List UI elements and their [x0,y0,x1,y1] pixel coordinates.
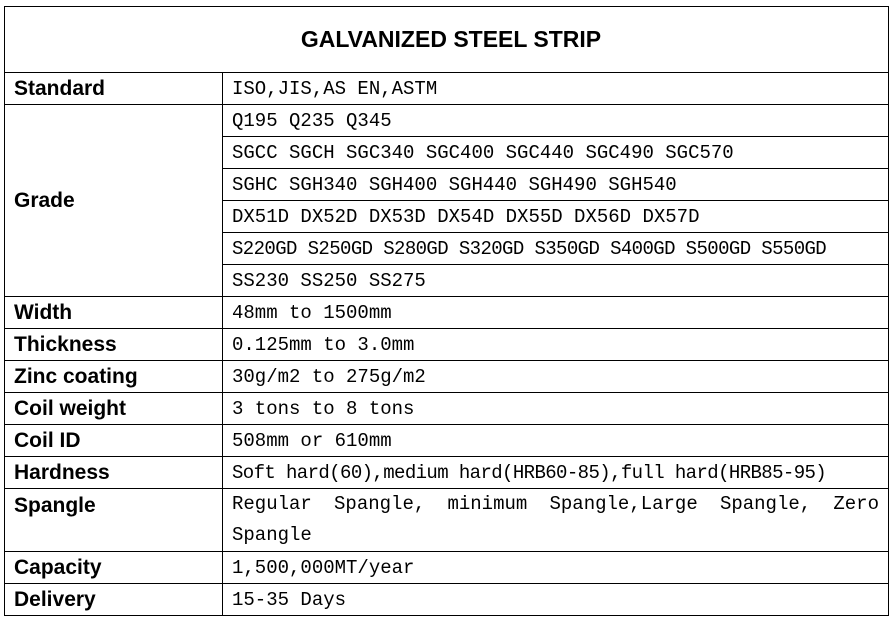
grade-value: S220GD S250GD S280GD S320GD S350GD S400GD S500GD S550GD [223,233,889,265]
grade-value: SS230 SS250 SS275 [223,265,889,297]
row-label-spangle: Spangle [5,489,223,552]
row-value-hardness: Soft hard(60),medium hard(HRB60-85),full hard(HRB85-95) [223,457,889,489]
table-row [5,489,889,552]
title-row [5,7,889,73]
row-value-coil-id: 508mm or 610mm [223,425,889,457]
table-row [5,361,889,393]
table-row [5,552,889,584]
row-label-grade: Grade [5,105,223,297]
row-label-thickness: Thickness [5,329,223,361]
row-value-width: 48mm to 1500mm [223,297,889,329]
spec-table [4,6,889,616]
grade-value: SGHC SGH340 SGH400 SGH440 SGH490 SGH540 [223,169,889,201]
row-label-coil-weight: Coil weight [5,393,223,425]
row-value-standard: ISO,JIS,AS EN,ASTM [223,73,889,105]
table-row [5,393,889,425]
row-value-capacity: 1,500,000MT/year [223,552,889,584]
row-label-coil-id: Coil ID [5,425,223,457]
row-value-coil-weight: 3 tons to 8 tons [223,393,889,425]
table-row [5,425,889,457]
table-row [5,297,889,329]
row-label-delivery: Delivery [5,584,223,616]
row-label-capacity: Capacity [5,552,223,584]
row-value-thickness: 0.125mm to 3.0mm [223,329,889,361]
row-value-zinc-coating: 30g/m2 to 275g/m2 [223,361,889,393]
table-row [5,457,889,489]
table-title: GALVANIZED STEEL STRIP [5,7,889,73]
row-label-width: Width [5,297,223,329]
row-label-standard: Standard [5,73,223,105]
table-row [5,73,889,105]
table-row [5,329,889,361]
row-value-delivery: 15-35 Days [223,584,889,616]
row-label-hardness: Hardness [5,457,223,489]
row-value-spangle: Regular Spangle, minimum Spangle,Large Spangle, Zero Spangle [223,489,889,552]
row-label-zinc-coating: Zinc coating [5,361,223,393]
table-row [5,105,889,137]
grade-value: DX51D DX52D DX53D DX54D DX55D DX56D DX57D [223,201,889,233]
grade-value: SGCC SGCH SGC340 SGC400 SGC440 SGC490 SGC570 [223,137,889,169]
grade-value: Q195 Q235 Q345 [223,105,889,137]
table-row [5,584,889,616]
